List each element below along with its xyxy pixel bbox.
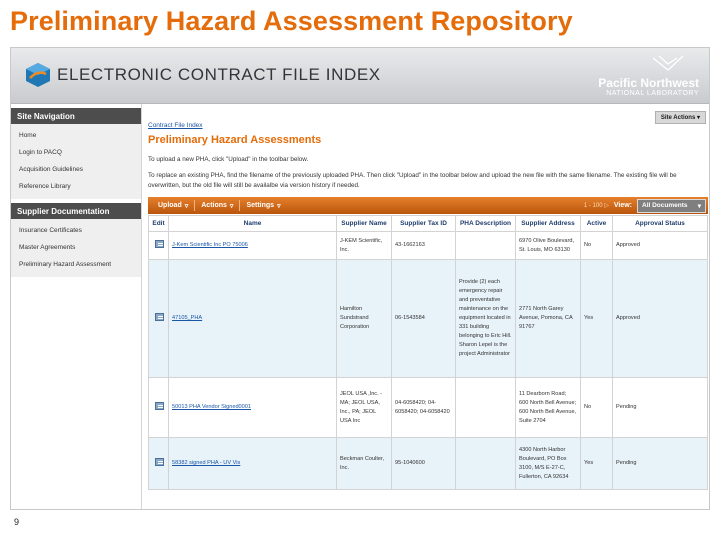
tax-id-cell: 06-1543584 [392,260,456,378]
sidebar [11,104,142,510]
view-label: View: [613,202,632,209]
upload-button[interactable] [152,202,194,210]
col-supplier-name[interactable]: Supplier Name [337,216,392,232]
sidebar-item-home[interactable]: Home [19,132,37,139]
pha-table [148,215,708,490]
edit-icon[interactable] [155,240,164,248]
table-row [149,260,708,378]
document-name-link[interactable]: 50013 PHA Vendor Signed0001 [169,378,337,438]
actions-menu[interactable] [195,202,239,210]
supplier-name-cell: Hamilton Sundstrand Corporation [337,260,392,378]
status-cell: Pending [613,438,708,490]
browser-frame [10,47,710,510]
supplier-documentation-list [11,219,141,277]
document-name-link[interactable]: 58382 signed PHA - UV Vis [169,438,337,490]
site-navigation-heading: Site Navigation [11,108,141,124]
table-header-row [149,216,708,232]
sidebar-item-login[interactable]: Login to PACQ [19,149,62,156]
chevron-down-icon: ▿ [277,202,281,210]
chevron-down-icon: ▿ [229,202,234,210]
upload-label: Upload [158,202,182,209]
toolbar-right [584,197,706,214]
status-cell: Approved [613,260,708,378]
header-banner [11,48,710,104]
active-cell: No [581,232,613,260]
address-cell: 2771 North Garey Avenue, Pomona, CA 91767 [516,260,581,378]
address-cell: 4300 North Harbor Boulevard, PO Box 3100, M/S E-27-C, Fullerton, CA 92634 [516,438,581,490]
sidebar-item-reference-library[interactable]: Reference Library [19,183,71,190]
banner-title: ELECTRONIC CONTRACT FILE INDEX [57,65,381,84]
table-row [149,438,708,490]
col-approval-status[interactable]: Approval Status [613,216,708,232]
supplier-name-cell: J-KEM Scientific, Inc. [337,232,392,260]
col-supplier-address[interactable]: Supplier Address [516,216,581,232]
edit-cell [149,378,169,438]
sidebar-item-pha[interactable]: Preliminary Hazard Assessment [19,261,112,268]
col-name[interactable]: Name [169,216,337,232]
upload-instructions: To upload a new PHA, click "Upload" in the toolbar below. [148,156,309,163]
edit-icon[interactable] [155,402,164,410]
active-cell: Yes [581,438,613,490]
breadcrumb[interactable]: Contract File Index [148,122,203,129]
col-edit[interactable]: Edit [149,216,169,232]
supplier-documentation-heading: Supplier Documentation [11,203,141,219]
actions-label: Actions [201,202,227,209]
edit-cell [149,232,169,260]
status-cell: Approved [613,232,708,260]
pager[interactable]: 1 - 100 ▷ [583,203,609,209]
edit-cell [149,438,169,490]
settings-menu[interactable] [240,202,286,210]
col-tax-id[interactable]: Supplier Tax ID [392,216,456,232]
description-cell [456,438,516,490]
view-select[interactable] [637,199,706,213]
address-cell: 6970 Olive Boulevard, St. Louis, MO 63130 [516,232,581,260]
supplier-name-cell: Beckman Coulter, Inc. [337,438,392,490]
edit-icon[interactable] [155,458,164,466]
replace-instructions: To replace an existing PHA, find the filename of the previously uploaded PHA. Then click "Upload" in the toolbar below and upload the new file with the same filename. The existing file will be overwritten, but the old file will still be availalbe via version history if needed. [148,172,677,189]
sidebar-item-master-agreements[interactable]: Master Agreements [19,244,76,251]
site-actions-button[interactable]: Site Actions ▾ [655,111,706,124]
status-cell: Pending [613,378,708,438]
settings-label: Settings [246,202,275,209]
table-row [149,378,708,438]
org-subtitle: NATIONAL LABORATORY [606,90,699,97]
active-cell: Yes [581,260,613,378]
active-cell: No [581,378,613,438]
pnnl-mark-icon [651,54,685,74]
page-title: Preliminary Hazard Assessments [148,134,322,146]
document-name-link[interactable]: 47105_PHA [169,260,337,378]
address-cell: 11 Dearborn Road; 600 North Bell Avenue; 600 North Bell Avenue, Suite 2704 [516,378,581,438]
col-active[interactable]: Active [581,216,613,232]
pnnl-logo [598,56,699,97]
org-name: Pacific Northwest [598,76,699,90]
table-row [149,232,708,260]
edit-icon[interactable] [155,313,164,321]
description-cell [456,378,516,438]
tax-id-cell: 43-1662163 [392,232,456,260]
col-pha-description[interactable]: PHA Description [456,216,516,232]
chevron-down-icon: ▾ [697,202,701,210]
tax-id-cell: 04-6058420; 04-6058420; 04-6058420 [392,378,456,438]
chevron-down-icon: ▿ [184,202,189,210]
main-content [148,108,708,490]
slide-title: Preliminary Hazard Assessment Repository [10,6,573,36]
supplier-name-cell: JEOL USA ,Inc. - MA; JEOL USA, Inc., PA; JEOL USA Inc [337,378,392,438]
view-value: All Documents [642,201,688,209]
cube-logo-icon [25,62,51,88]
tax-id-cell: 95-1040600 [392,438,456,490]
edit-cell [149,260,169,378]
description-cell [456,232,516,260]
sidebar-item-insurance[interactable]: Insurance Certificates [19,227,82,234]
list-toolbar [148,197,708,214]
sidebar-item-guidelines[interactable]: Acquisition Guidelines [19,166,83,173]
document-name-link[interactable]: J-Kem Scientific Inc PO 75006 [169,232,337,260]
site-navigation-list [11,124,141,199]
slide-number: 9 [14,517,20,527]
description-cell: Provide (2) each emergency repair and preventative maintenance on the equipment located in 331 building belonging to Eric Hill. Sharon Lepel is the project Administrator [456,260,516,378]
